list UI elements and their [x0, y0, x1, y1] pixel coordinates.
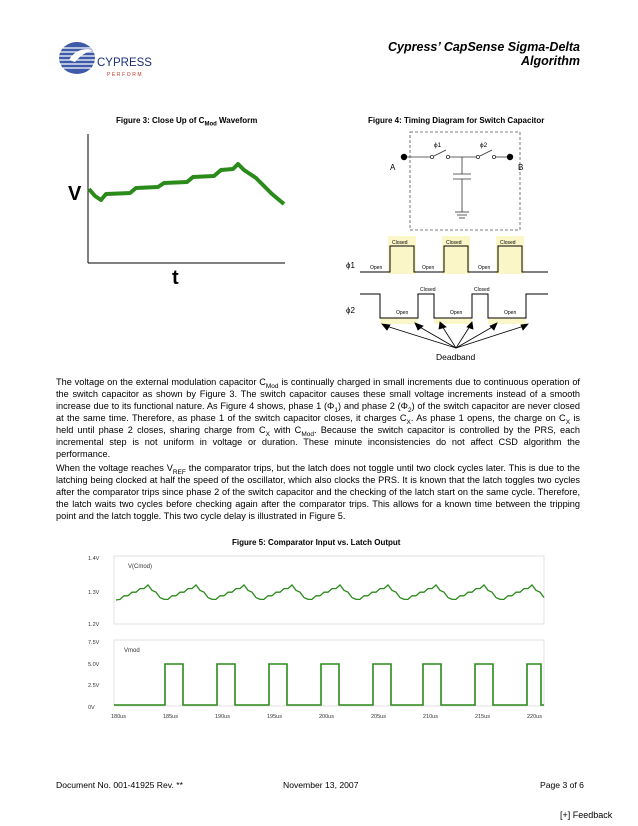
figure4-timing-diagram — [338, 130, 560, 366]
figure3-caption: Figure 3: Close Up of $C_{Mod}$ Waveform — [116, 116, 258, 128]
figure3-y-label: V — [68, 183, 82, 205]
phi1-closed-label: Closed — [500, 240, 516, 246]
figure5-chart — [86, 552, 552, 724]
node-a — [401, 154, 407, 160]
feedback-link[interactable]: [+] Feedback — [560, 810, 613, 820]
svg-text:CYPRESS: CYPRESS — [97, 57, 152, 69]
open-phase-highlight — [488, 318, 526, 324]
xtick-label: 195us — [267, 714, 282, 720]
top-panel-label: V(Cmod) — [128, 564, 153, 570]
top-ytick-label: 1.2V — [88, 622, 100, 628]
cypress-logo — [55, 38, 165, 82]
figure5-top-panel — [114, 556, 544, 624]
bottom-ytick-label: 5.0V — [88, 662, 100, 668]
svg-text:PERFORM: PERFORM — [107, 72, 144, 78]
figure3-cmod-trace — [89, 164, 284, 204]
xtick-label: 210us — [423, 714, 438, 720]
node-b-label: B — [518, 163, 524, 172]
bottom-panel-label: Vmod — [124, 648, 140, 654]
vcmod-trace — [116, 585, 544, 600]
top-ytick-label: 1.3V — [88, 590, 100, 596]
bottom-ytick-label: 0V — [88, 705, 95, 711]
xtick-label: 220us — [527, 714, 542, 720]
footer-date: November 13, 2007 — [283, 780, 359, 790]
figure3-x-label: t — [172, 267, 179, 289]
xtick-label: 205us — [371, 714, 386, 720]
phi1-row-label: ϕ1 — [346, 261, 355, 270]
switch-phi1-label: ϕ1 — [434, 142, 442, 149]
figure5-bottom-panel — [114, 640, 544, 706]
figure3-waveform — [60, 128, 290, 290]
xtick-label: 190us — [215, 714, 230, 720]
phi2-closed-label: Closed — [420, 287, 436, 293]
paragraph-comparator-latch: When the voltage reaches $V_{REF}$ the comparator trips, but the latch does not toggle until two clock cycles later. This is due to the latching being clocked at half the speed of the oscillator, which also clocks the PRS. It is known that the latch toggles two cycles after the comparator trips since phase 2 of the switch capacitor and the checking of the latch start on the same cycle. Therefore, the latch waits two cycles before checking again after the comparator trips. This allows for a known time between the tripping point and the latch toggle. This two cycle delay is illustrated in Figure 5. — [56, 463, 580, 521]
switch-phi2-label: ϕ2 — [480, 142, 488, 149]
deadband-arrows — [382, 322, 528, 348]
document-title: Cypress’ CapSense Sigma-Delta Algorithm — [388, 40, 580, 68]
xtick-label: 180us — [111, 714, 126, 720]
open-phase-highlight — [380, 318, 418, 324]
node-b — [507, 154, 513, 160]
phi1-open-label: Open — [478, 265, 491, 271]
bottom-ytick-label: 2.5V — [88, 683, 100, 689]
footer-page-number: Page 3 of 6 — [540, 780, 584, 790]
phi2-row-label: ϕ2 — [346, 306, 355, 315]
phi1-open-label: Open — [370, 265, 383, 271]
phi2-open-label: Open — [450, 310, 463, 316]
deadband-label: Deadband — [436, 352, 476, 362]
vmod-trace — [114, 664, 544, 705]
paragraph-cmod-charging: The voltage on the external modulation capacitor $C_{Mod}$ is continually charged in small increments due to continuous operation of the switch capacitor as shown by Figure 3. The switch capacitor causes these small voltage increments instead of a smooth increase due to its functional nature. As Figure 4 shows, phase 1 $(\Phi_1)$ and phase 2 $(\Phi_2)$ of the switch capacitor are never closed at the same time. Therefore, as phase 1 of the switch capacitor closes, it charges $C_X$. As phase 1 opens, the charge on $C_X$ is held until phase 2 closes, sharing charge from $C_X$ with $C_{Mod}$. Because the switch capacitor is controlled by the PRS, each incremental step is not uniform in voltage or duration. These minute inconsistencies do not affect CSD algorithm the performance. — [56, 377, 580, 459]
phi2-open-label: Open — [396, 310, 409, 316]
phi1-open-label: Open — [422, 265, 435, 271]
figure4-caption: Figure 4: Timing Diagram for Switch Capacitor — [368, 116, 545, 125]
node-a-label: A — [390, 163, 396, 172]
phi2-open-label: Open — [504, 310, 517, 316]
figure5-caption: Figure 5: Comparator Input vs. Latch Output — [232, 538, 401, 547]
xtick-label: 200us — [319, 714, 334, 720]
top-ytick-label: 1.4V — [88, 556, 100, 562]
phi2-closed-label: Closed — [474, 287, 490, 293]
footer-document-number: Document No. 001-41925 Rev. ** — [56, 780, 183, 790]
phi1-closed-label: Closed — [446, 240, 462, 246]
phi1-closed-label: Closed — [392, 240, 408, 246]
xtick-label: 185us — [163, 714, 178, 720]
bottom-ytick-label: 7.5V — [88, 640, 100, 646]
xtick-label: 215us — [475, 714, 490, 720]
